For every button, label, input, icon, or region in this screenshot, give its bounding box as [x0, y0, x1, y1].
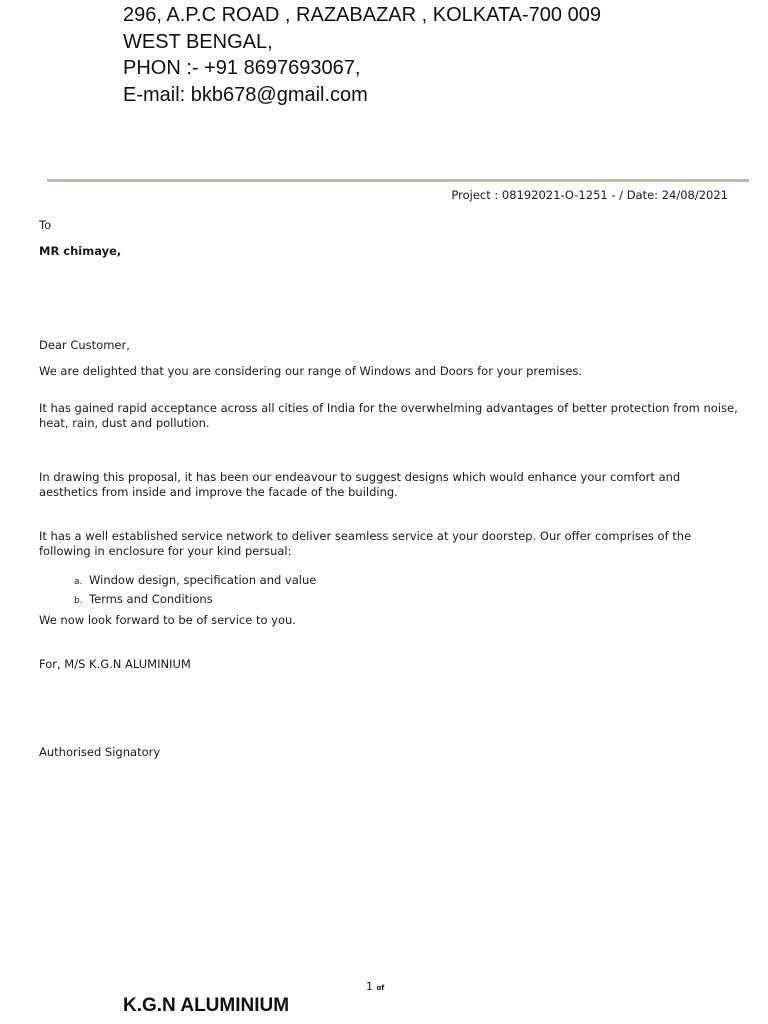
closing-line: We now look forward to be of service to you. [39, 613, 296, 627]
page-number [366, 980, 384, 993]
address-line-2: WEST BENGAL, [123, 30, 273, 53]
project-reference: Project : 08192021-O-1251 - / Date: 24/08/2021 [451, 188, 728, 202]
email-line: E-mail: bkb678@gmail.com [123, 83, 368, 106]
recipient-name: MR chimaye, [39, 244, 122, 258]
letterhead-address [123, 2, 601, 108]
address-line-1: 296, A.P.C ROAD , RAZABAZAR , KOLKATA-700 009 [123, 4, 601, 26]
to-label: To [39, 218, 52, 232]
list-marker: b. [74, 596, 83, 606]
authorised-signatory: Authorised Signatory [39, 745, 161, 759]
page-number-of: of [376, 984, 385, 992]
company-for-line: For, M/S K.G.N ALUMINIUM [39, 657, 191, 671]
paragraph-service: It has a well established service network to deliver seamless service at your doorstep. Our offer comprises of the following in enclosure for your kind persual: [39, 529, 692, 558]
header-divider [47, 179, 749, 182]
paragraph-proposal: In drawing this proposal, it has been our endeavour to suggest designs which would enhance your comfort and aesthetics from inside and improve the facade of the building. [39, 470, 681, 499]
salutation: Dear Customer, [39, 338, 130, 352]
paragraph-intro: We are delighted that you are considering our range of Windows and Doors for your premises. [39, 364, 583, 378]
list-item-text: Window design, specification and value [89, 573, 317, 587]
phone-line: PHON :- +91 8697693067, [123, 57, 361, 79]
page-number-value: 1 [366, 980, 373, 993]
paragraph-acceptance: It has gained rapid acceptance across all cities of India for the overwhelming advantages of better protection from noise, heat, rain, dust and pollution. [39, 401, 738, 430]
list-item-text: Terms and Conditions [89, 592, 213, 606]
list-marker: a. [74, 577, 83, 587]
list-item [74, 592, 316, 611]
list-item [74, 573, 316, 592]
footer-company-name: K.G.N ALUMINIUM [123, 995, 290, 1016]
enclosure-list [74, 573, 316, 611]
